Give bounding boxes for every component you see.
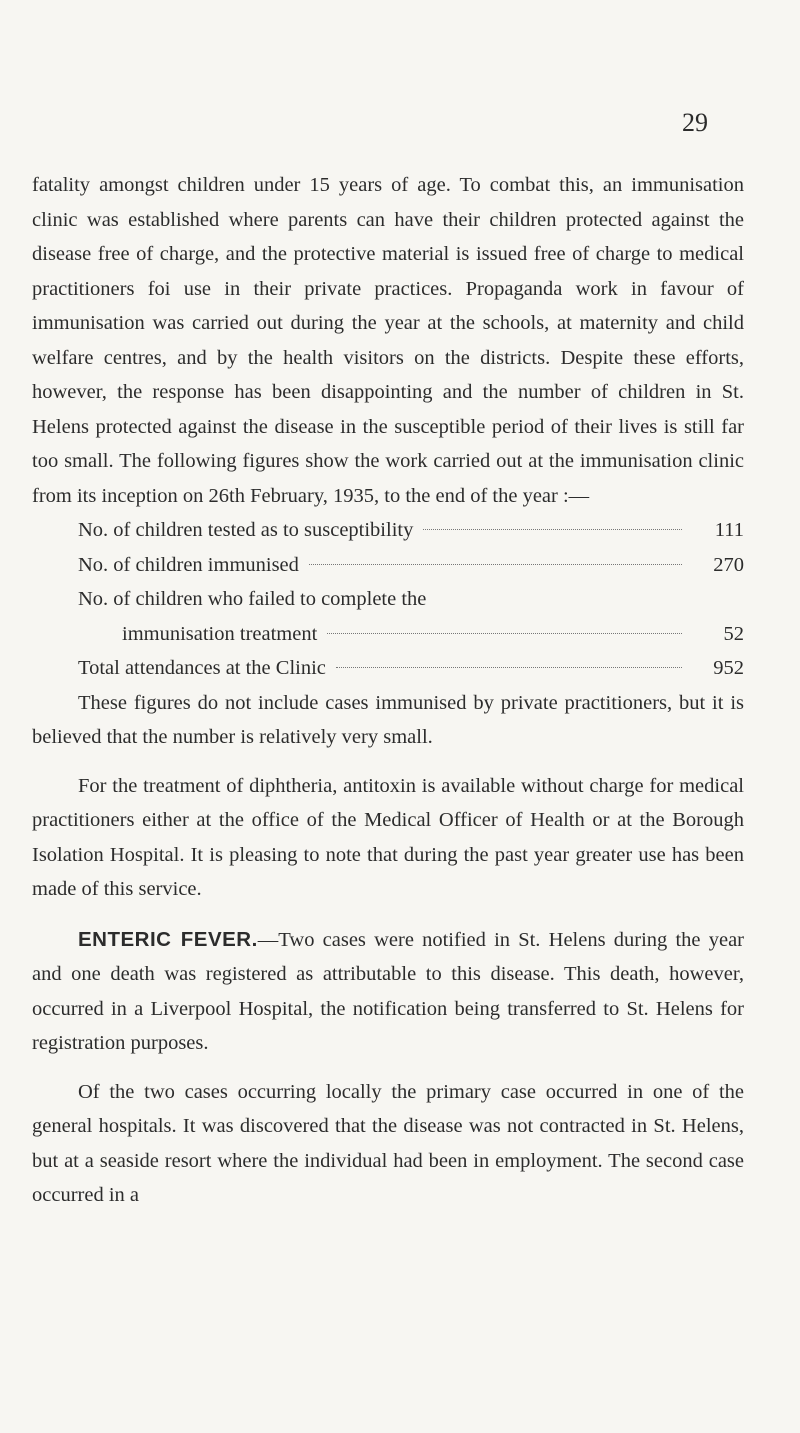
paragraph-immunisation: fatality amongst children under 15 years of age. To combat this, an immunisation clinic was established where parents can have their children protected against the disease free of charge, and the protective material is issued free of charge to medical practitioners foi use in their private practices. Propaganda work in favour of immunisation was carried out during the year at the schools, at maternity and child welfare centres, and by the health visitors on the districts. Despite these efforts, however, the response has been disappointing and the number of children in St. Helens protected against the disease in the susceptible period of their lives is still far too small. The following figures show the work carried out at the immunisation clinic from its inception on 26th February, 1935, to the end of the year :— xyxy=(32,174,744,507)
figure-row-attendances xyxy=(78,651,744,686)
enteric-fever-text: —Two cases were notified in St. Helens during the year and one death was registered as attributable to this disease. This death, however, occurred in a Liverpool Hospital, the notification being transferred to St. Helens for registration purposes. xyxy=(32,928,744,1054)
immunisation-figures xyxy=(78,513,744,686)
figure-row-failed-line1 xyxy=(78,582,744,617)
dot-leader xyxy=(336,667,682,668)
page-body xyxy=(32,168,744,1213)
page-number: 29 xyxy=(682,108,708,137)
figure-row-immunised xyxy=(78,548,744,583)
section-heading-enteric-fever: ENTERIC FEVER. xyxy=(78,927,258,951)
figure-label: No. of children who failed to complete the xyxy=(78,588,427,610)
figure-value: 52 xyxy=(723,622,744,645)
figure-value: 952 xyxy=(713,657,744,679)
figure-label: Total attendances at the Clinic xyxy=(78,657,326,679)
paragraph-enteric-fever xyxy=(32,923,744,1061)
figure-label: No. of children immunised xyxy=(78,553,299,576)
dot-leader xyxy=(423,529,682,530)
figure-label: immunisation treatment xyxy=(122,622,318,645)
figure-label: No. of children tested as to susceptibility xyxy=(78,519,414,541)
figure-value: 111 xyxy=(714,519,744,541)
figure-row-failed xyxy=(78,617,744,652)
dot-leader xyxy=(327,633,682,634)
figure-value: 270 xyxy=(713,553,744,576)
paragraph-private-practitioners: These figures do not include cases immunised by private practitioners, but it is believed that the number is relatively very small. xyxy=(32,691,744,748)
dot-leader xyxy=(309,564,682,565)
figure-row-tested xyxy=(78,513,744,548)
paragraph-antitoxin: For the treatment of diphtheria, antitoxin is available without charge for medical practitioners either at the office of the Medical Officer of Health or at the Borough Isolation Hospital. It is pleasing to note that during the past year greater use has been made of this service. xyxy=(32,774,744,900)
paragraph-local-cases: Of the two cases occurring locally the primary case occurred in one of the general hospitals. It was discovered that the disease was not contracted in St. Helens, but at a seaside resort where the individual had been in employment. The second case occurred in a xyxy=(32,1080,744,1206)
